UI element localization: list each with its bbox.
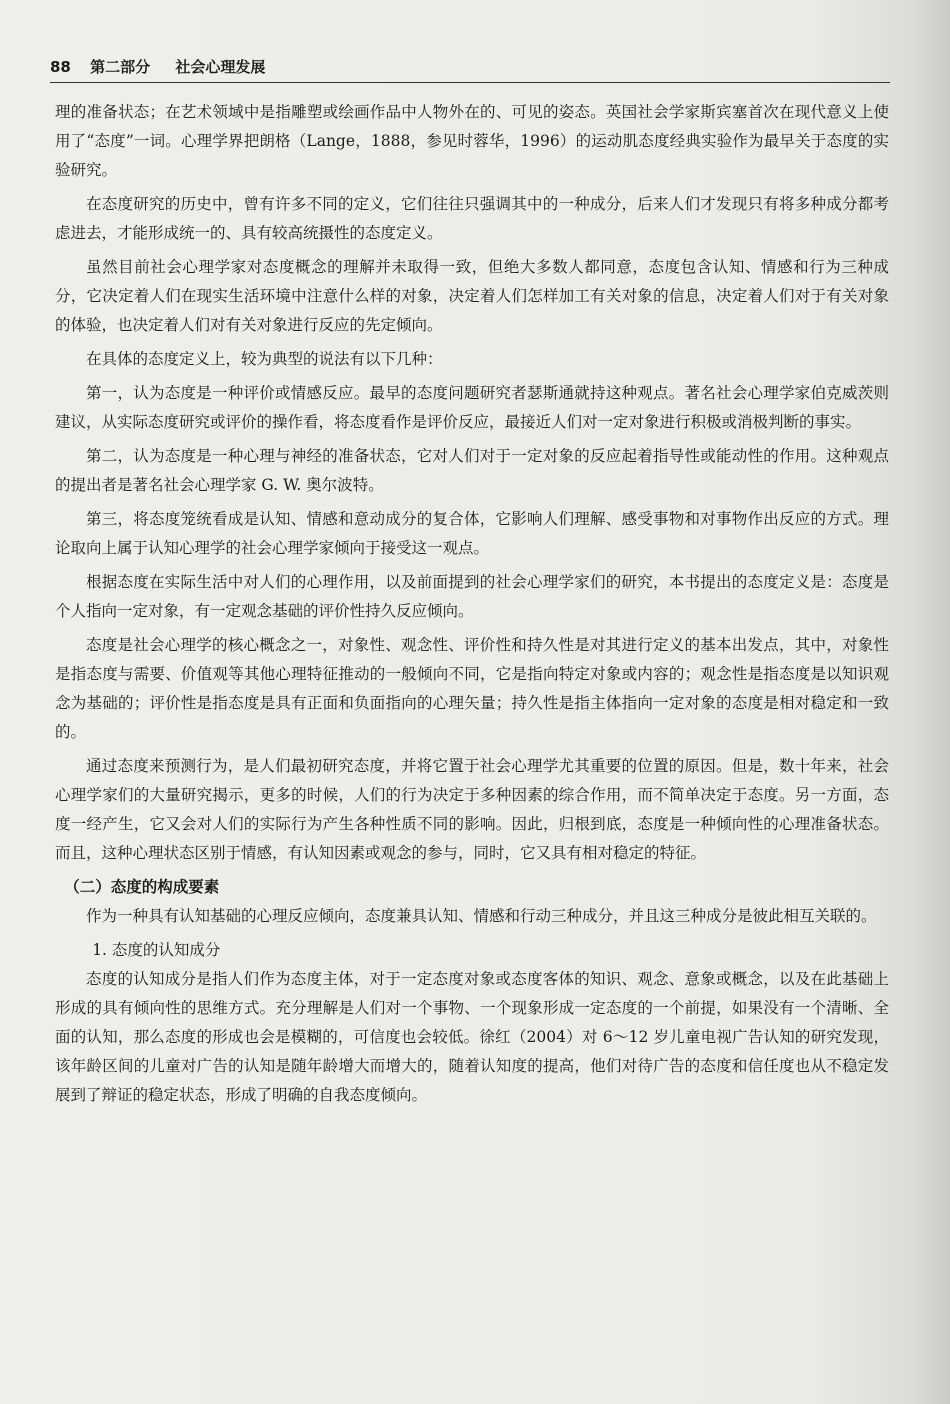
paragraph: 虽然目前社会心理学家对态度概念的理解并未取得一致，但绝大多数人都同意，态度包含认知、情感和行为三种成分，它决定着人们在现实生活环境中注意什么样的对象，决定着人们怎样加工有关对象的信息，决定着人们对于有关对象的体验，也决定着人们对有关对象进行反应的先定倾向。 [55, 258, 889, 334]
paragraph: 在具体的态度定义上，较为典型的说法有以下几种： [86, 350, 443, 368]
running-header [50, 52, 890, 83]
paragraph: 根据态度在实际生活中对人们的心理作用，以及前面提到的社会心理学家们的研究，本书提出的态度定义是：态度是个人指向一定对象，有一定观念基础的评价性持久反应倾向。 [55, 573, 889, 620]
paragraph: 作为一种具有认知基础的心理反应倾向，态度兼具认知、情感和行动三种成分，并且这三种成分是彼此相互关联的。 [86, 907, 877, 925]
part-label: 第二部分 [90, 58, 151, 76]
paragraph: 第一，认为态度是一种评价或情感反应。最早的态度问题研究者瑟斯通就持这种观点。著名社会心理学家伯克威茨则建议，从实际态度研究或评价的操作看，将态度看作是评价反应，最接近人们对一定对象进行积极或消极判断的事实。 [55, 384, 889, 431]
paragraph: 第二，认为态度是一种心理与神经的准备状态，它对人们对于一定对象的反应起着指导性或能动性的作用。这种观点的提出者是著名社会心理学家 G. W. 奥尔波特。 [55, 447, 889, 494]
section-heading: （二）态度的构成要素 [64, 878, 220, 896]
body-text [55, 98, 889, 1115]
paragraph: 在态度研究的历史中，曾有许多不同的定义，它们往往只强调其中的一种成分，后来人们才发现只有将多种成分都考虑进去，才能形成统一的、具有较高统摄性的态度定义。 [55, 195, 889, 242]
section-title: 社会心理发展 [175, 58, 266, 76]
paragraph: 态度是社会心理学的核心概念之一，对象性、观念性、评价性和持久性是对其进行定义的基本出发点，其中，对象性是指态度与需要、价值观等其他心理特征推动的一般倾向不同，它是指向特定对象或内容的；观念性是指态度是以知识观念为基础的；评价性是指态度是具有正面和负面指向的心理矢量；持久性是指主体指向一定对象的态度是相对稳定和一致的。 [55, 636, 889, 741]
paragraph: 第三，将态度笼统看成是认知、情感和意动成分的复合体，它影响人们理解、感受事物和对事物作出反应的方式。理论取向上属于认知心理学的社会心理学家倾向于接受这一观点。 [55, 510, 889, 557]
page-number: 88 [50, 58, 71, 76]
paragraph: 理的准备状态；在艺术领域中是指雕塑或绘画作品中人物外在的、可见的姿态。英国社会学家斯宾塞首次在现代意义上使用了“态度”一词。心理学界把朗格（Lange，1888，参见时蓉华，1996）的运动肌态度经典实验作为最早关于态度的实验研究。 [55, 103, 889, 179]
subsection-heading: 1. 态度的认知成分 [92, 941, 221, 959]
paragraph: 通过态度来预测行为，是人们最初研究态度，并将它置于社会心理学尤其重要的位置的原因。但是，数十年来，社会心理学家们的大量研究揭示，更多的时候，人们的行为决定于多种因素的综合作用，而不简单决定于态度。另一方面，态度一经产生，它又会对人们的实际行为产生各种性质不同的影响。因此，归根到底，态度是一种倾向性的心理准备状态。而且，这种心理状态区别于情感，有认知因素或观念的参与，同时，它又具有相对稳定的特征。 [55, 757, 889, 862]
paragraph: 态度的认知成分是指人们作为态度主体，对于一定态度对象或态度客体的知识、观念、意象或概念，以及在此基础上形成的具有倾向性的思维方式。充分理解是人们对一个事物、一个现象形成一定态度的一个前提，如果没有一个清晰、全面的认知，那么态度的形成也会是模糊的，可信度也会较低。徐红（2004）对 6～12 岁儿童电视广告认知的研究发现，该年龄区间的儿童对广告的认知是随年龄增大而增大的，随着认知度的提高，他们对待广告的态度和信任度也从不稳定发展到了辩证的稳定状态，形成了明确的自我态度倾向。 [55, 970, 889, 1104]
